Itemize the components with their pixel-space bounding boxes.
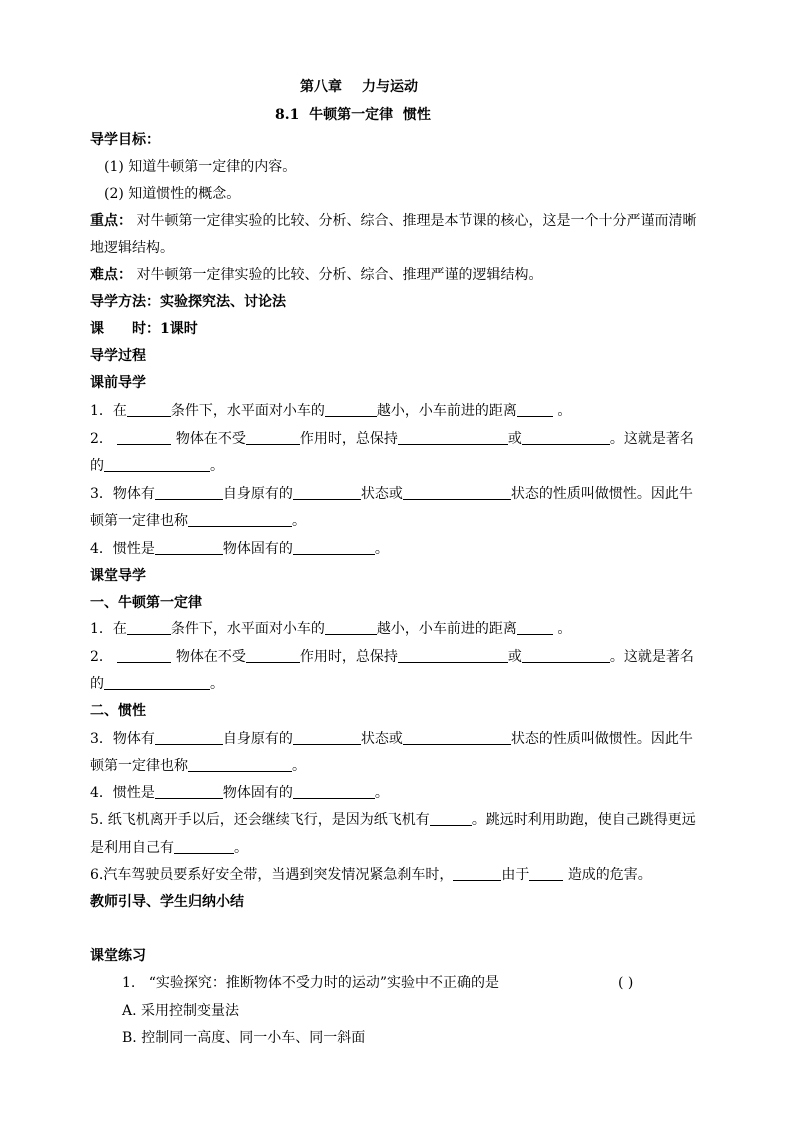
blank[interactable] [117, 429, 171, 445]
blank[interactable] [155, 539, 223, 555]
blank[interactable] [453, 865, 501, 881]
goal-item-2: (2) 知道惯性的概念。 [104, 186, 241, 202]
blank[interactable] [293, 539, 375, 555]
process-heading: 导学过程 [90, 348, 146, 364]
blank[interactable] [403, 484, 511, 500]
answer-paren[interactable]: ( ) [618, 975, 634, 991]
blank[interactable] [188, 511, 292, 527]
blank[interactable] [517, 401, 553, 417]
pre-q3-cont: 顿第一定律也称 。 [90, 513, 306, 529]
difficulty: 难点： 对牛顿第一定律实验的比较、分析、综合、推理严谨的逻辑结构。 [90, 267, 543, 283]
blank[interactable] [293, 783, 375, 799]
practice-q1: 1. “实验探究：推断物体不受力时的运动”实验中不正确的是 [122, 975, 500, 991]
class-q6: 6.汽车驾驶员要系好安全带，当遇到突发情况紧急刹车时， 由于 造成的危害。 [90, 867, 652, 883]
pre-q1: 1．在 条件下，水平面对小车的 越小，小车前进的距离 。 [90, 403, 572, 419]
blank[interactable] [155, 729, 223, 745]
class-q2: 2． 物体在不受 作用时，总保持 或 。这就是著名 [90, 649, 694, 665]
blank[interactable] [246, 429, 300, 445]
blank[interactable] [430, 810, 472, 826]
class-q3: 3．物体有 自身原有的 状态或 状态的性质叫做惯性。因此牛 [90, 731, 693, 747]
chapter-title: 第八章 力与运动 [300, 79, 418, 95]
blank[interactable] [188, 756, 292, 772]
class-q4: 4．惯性是 物体固有的 。 [90, 785, 389, 801]
section-inertia: 二、惯性 [90, 703, 146, 719]
blank[interactable] [398, 429, 508, 445]
lesson-time: 课 时：1课时 [90, 321, 198, 337]
blank[interactable] [522, 429, 610, 445]
pre-q4: 4．惯性是 物体固有的 。 [90, 541, 389, 557]
blank[interactable] [403, 729, 511, 745]
practice-option-b[interactable]: B. 控制同一高度、同一小车、同一斜面 [122, 1030, 366, 1046]
blank[interactable] [155, 484, 223, 500]
blank[interactable] [104, 456, 210, 472]
goal-item-1: (1) 知道牛顿第一定律的内容。 [104, 159, 297, 175]
blank[interactable] [522, 647, 610, 663]
blank[interactable] [246, 647, 300, 663]
practice-heading: 课堂练习 [90, 948, 146, 964]
practice-option-a[interactable]: A. 采用控制变量法 [122, 1003, 240, 1019]
pre-q2-cont: 的 。 [90, 458, 224, 474]
section-title: 8.1 牛顿第一定律 惯性 [275, 107, 431, 123]
class-heading: 课堂导学 [90, 568, 146, 584]
class-q2-cont: 的 。 [90, 676, 224, 692]
class-q1: 1．在 条件下，水平面对小车的 越小，小车前进的距离 。 [90, 621, 572, 637]
goals-heading: 导学目标： [90, 132, 160, 148]
blank[interactable] [104, 674, 210, 690]
blank[interactable] [174, 838, 234, 854]
key-point-cont: 地逻辑结构。 [90, 240, 174, 256]
blank[interactable] [325, 401, 377, 417]
blank[interactable] [325, 619, 377, 635]
class-q5: 5. 纸飞机离开手以后，还会继续飞行，是因为纸飞机有 。跳远时利用助跑，使自己跳得更远 [90, 812, 696, 828]
blank[interactable] [127, 619, 171, 635]
section-newton-law: 一、牛顿第一定律 [90, 595, 202, 611]
blank[interactable] [155, 783, 223, 799]
key-point-label: 重点： [90, 213, 132, 229]
difficulty-label: 难点： [90, 267, 132, 283]
summary-heading: 教师引导、学生归纳小结 [90, 894, 244, 910]
method: 导学方法：实验探究法、讨论法 [90, 294, 286, 310]
class-q3-cont: 顿第一定律也称 。 [90, 758, 306, 774]
blank[interactable] [398, 647, 508, 663]
blank[interactable] [127, 401, 171, 417]
pre-heading: 课前导学 [90, 375, 146, 391]
blank[interactable] [293, 729, 361, 745]
blank[interactable] [529, 865, 563, 881]
key-point: 重点： 对牛顿第一定律实验的比较、分析、综合、推理是本节课的核心，这是一个十分严谨而清晰 [90, 213, 697, 229]
blank[interactable] [117, 647, 171, 663]
blank[interactable] [293, 484, 361, 500]
pre-q2: 2． 物体在不受 作用时，总保持 或 。这就是著名 [90, 431, 694, 447]
blank[interactable] [517, 619, 553, 635]
pre-q3: 3．物体有 自身原有的 状态或 状态的性质叫做惯性。因此牛 [90, 486, 693, 502]
class-q5-cont: 是利用自己有 。 [90, 840, 248, 856]
